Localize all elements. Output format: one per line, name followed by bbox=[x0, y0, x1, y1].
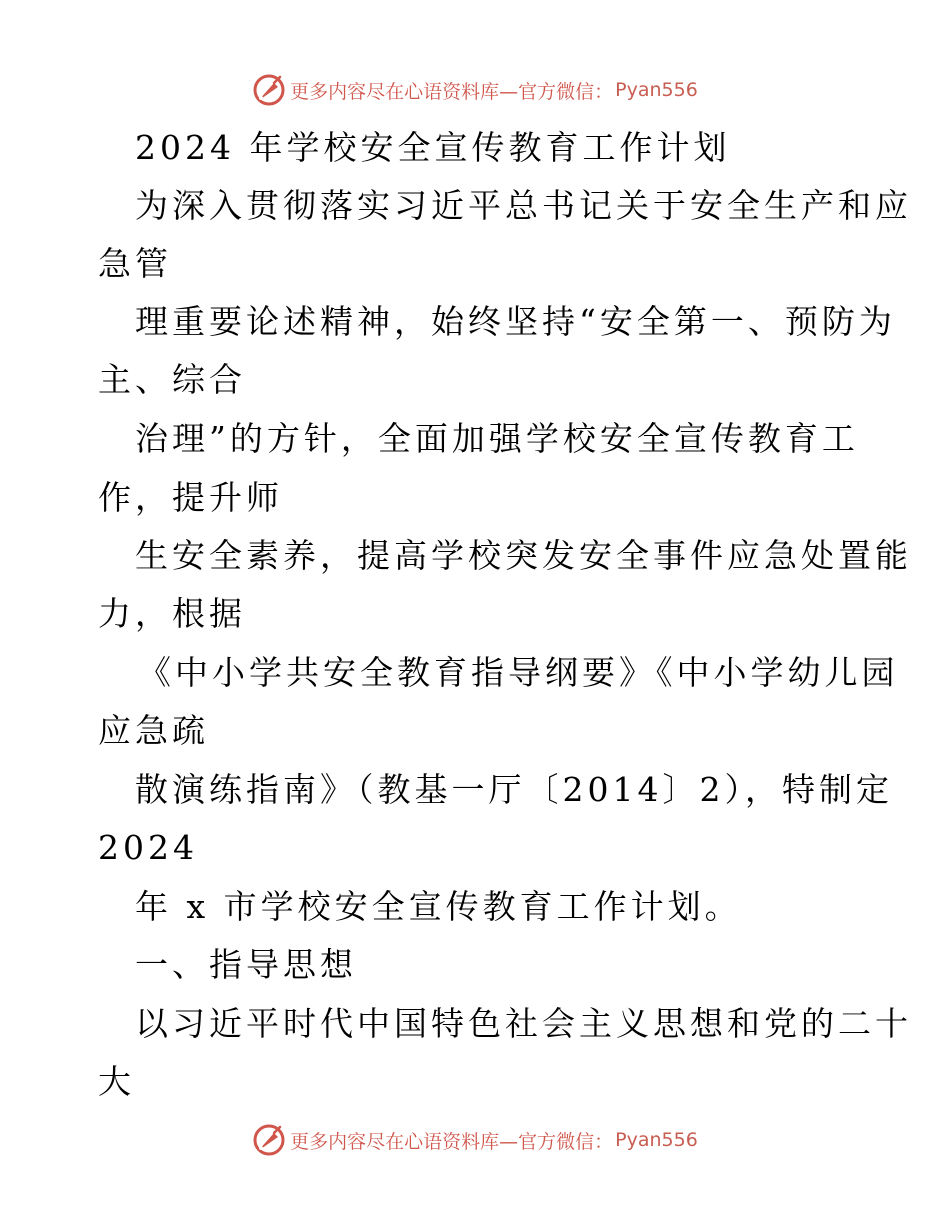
paragraph-line: 以习近平时代中国特色社会主义思想和党的二十 bbox=[135, 1004, 912, 1043]
watermark-contact: Pyan556 bbox=[615, 79, 698, 101]
paragraph-line: 为深入贯彻落实习近平总书记关于安全生产和应 bbox=[135, 186, 912, 225]
watermark-text: 更多内容尽在心语资料库—官方微信： bbox=[290, 80, 614, 103]
paragraph-line: 散演练指南》（教基一厅〔2014〕2），特制定 bbox=[135, 770, 893, 809]
quill-logo-icon bbox=[252, 1123, 286, 1157]
paragraph-line: 应急疏 bbox=[98, 711, 209, 750]
footer-watermark bbox=[0, 1120, 950, 1160]
paragraph-line: 生安全素养，提高学校突发安全事件应急处置能 bbox=[135, 536, 912, 575]
paragraph-line: 大 bbox=[98, 1062, 135, 1101]
paragraph-line: 2024 bbox=[98, 828, 198, 867]
watermark-contact: Pyan556 bbox=[615, 1129, 698, 1151]
document-title: 2024 年学校安全宣传教育工作计划 bbox=[135, 128, 731, 167]
paragraph-line: 主、综合 bbox=[98, 360, 246, 399]
paragraph-line: 《中小学共安全教育指导纲要》《中小学幼儿园 bbox=[138, 653, 899, 692]
paragraph-line: 力，根据 bbox=[98, 594, 246, 633]
paragraph-line: 理重要论述精神，始终坚持“安全第一、预防为 bbox=[135, 302, 896, 341]
paragraph-line: 作，提升师 bbox=[98, 478, 283, 517]
paragraph-line: 治理”的方针，全面加强学校安全宣传教育工 bbox=[135, 419, 859, 458]
section-heading: 一、指导思想 bbox=[135, 945, 357, 984]
paragraph-line: 年 x 市学校安全宣传教育工作计划。 bbox=[135, 887, 742, 926]
paragraph-line: 急管 bbox=[98, 244, 172, 283]
watermark-text: 更多内容尽在心语资料库—官方微信： bbox=[290, 1130, 614, 1153]
